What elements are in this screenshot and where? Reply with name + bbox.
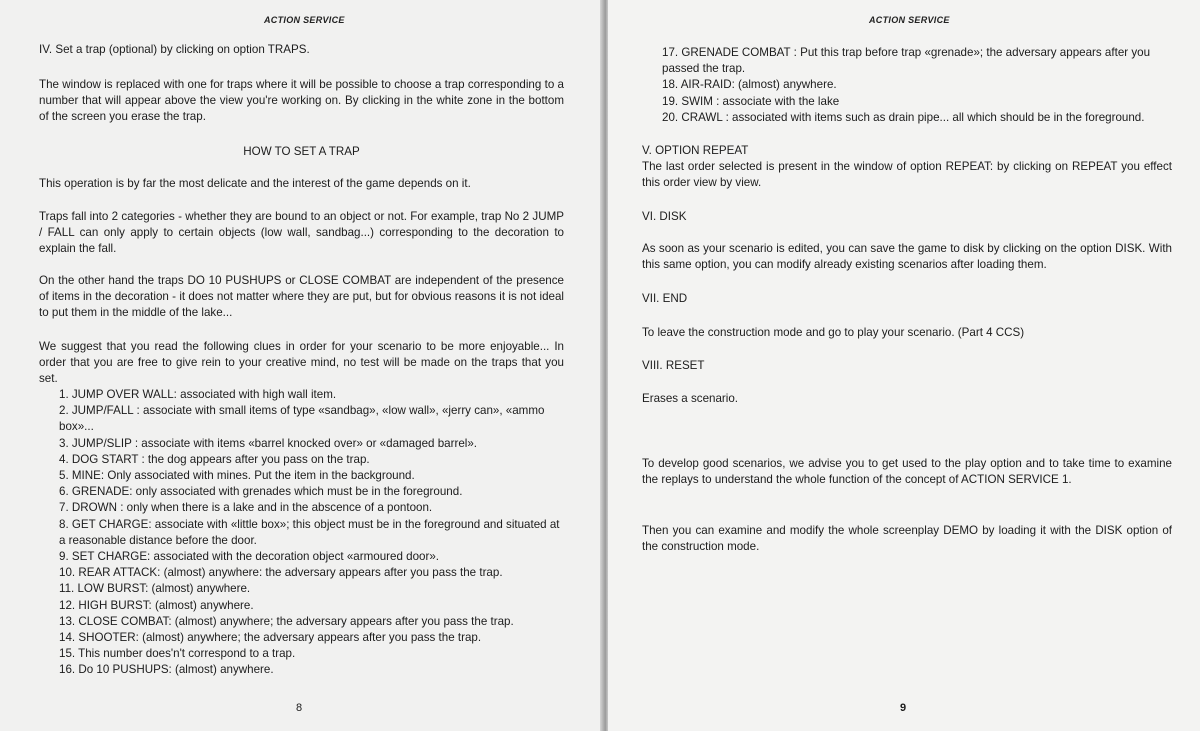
trap-item-17: 17. GRENADE COMBAT : Put this trap before trap «grenade»; the adversary appears after you passed the trap.: [662, 46, 1151, 76]
section-vi-heading: VI. DISK: [642, 210, 687, 223]
trap-item-20: 20. CRAWL : associated with items such as drain pipe... all which should be in the foreground.: [662, 110, 1145, 124]
trap-item-7: 7. DROWN : only when there is a lake and in the abscence of a pontoon.: [59, 501, 433, 515]
trap-item-13: 13. CLOSE COMBAT: (almost) anywhere; the adversary appears after you pass the trap.: [59, 614, 514, 628]
section-v-heading: V. OPTION REPEAT: [642, 144, 749, 157]
page-header: ACTION SERVICE: [869, 15, 950, 25]
independent-traps-paragraph: On the other hand the traps DO 10 PUSHUPS or CLOSE COMBAT are independent of the presence of items in the decoration - it does not matter where they are put, but for obvious reasons it is not ideal to put them in the middle of the lake...: [39, 274, 564, 320]
trap-item-6: 6. GRENADE: only associated with grenades which must be in the foreground.: [59, 485, 463, 499]
section-viii-text: Erases a scenario.: [642, 392, 739, 405]
page-number: 8: [296, 702, 303, 714]
trap-item-10: 10. REAR ATTACK: (almost) anywhere: the adversary appears after you pass the trap.: [59, 566, 503, 580]
clues-paragraph: We suggest that you read the following clues in order for your scenario to be more enjoyable... In order that you are free to give rein to your creative mind, no test will be made on the traps that you set.: [39, 340, 564, 386]
trap-item-16: 16. Do 10 PUSHUPS: (almost) anywhere.: [59, 663, 274, 677]
page-number: 9: [900, 702, 907, 714]
trap-item-19: 19. SWIM : associate with the lake: [662, 94, 840, 108]
develop-scenarios-paragraph: To develop good scenarios, we advise you to get used to the play option and to take time to examine the replays to understand the whole function of the concept of ACTION SERVICE 1.: [642, 457, 1172, 487]
trap-item-14: 14. SHOOTER: (almost) anywhere; the adversary appears after you pass the trap.: [59, 631, 482, 645]
trap-item-18: 18. AIR-RAID: (almost) anywhere.: [662, 78, 837, 92]
delicate-operation-paragraph: This operation is by far the most delicate and the interest of the game depends on it.: [39, 177, 471, 190]
trap-item-5: 5. MINE: Only associated with mines. Put the item in the background.: [59, 469, 415, 483]
section-vii-text: To leave the construction mode and go to play your scenario. (Part 4 CCS): [642, 326, 1025, 339]
trap-item-3: 3. JUMP/SLIP : associate with items «barrel knocked over» or «damaged barrel».: [59, 436, 478, 450]
trap-item-8: 8. GET CHARGE: associate with «little box»; this object must be in the foreground and situated at a reasonable distance before the door.: [59, 517, 560, 547]
section-iv-heading: IV. Set a trap (optional) by clicking on option TRAPS.: [39, 43, 310, 56]
how-to-set-trap-heading: HOW TO SET A TRAP: [243, 145, 360, 158]
section-vii-heading: VII. END: [642, 292, 688, 305]
section-viii-heading: VIII. RESET: [642, 359, 705, 372]
section-v-text: The last order selected is present in the window of option REPEAT: by clicking on REPEAT you effect this order view by view.: [642, 160, 1172, 190]
trap-item-11: 11. LOW BURST: (almost) anywhere.: [59, 582, 251, 596]
trap-item-15: 15. This number does'n't correspond to a trap.: [59, 647, 296, 661]
trap-categories-paragraph: Traps fall into 2 categories - whether they are bound to an object or not. For example, trap No 2 JUMP / FALL can only apply to certain objects (low wall, sandbag...) corresponding to the decoration to explain the fall.: [39, 210, 564, 256]
trap-item-9: 9. SET CHARGE: associated with the decoration object «armoured door».: [59, 550, 440, 564]
demo-paragraph: Then you can examine and modify the whole screenplay DEMO by loading it with the DISK option of the construction mode.: [642, 524, 1172, 554]
trap-list-continued: [642, 45, 1172, 126]
trap-item-4: 4. DOG START : the dog appears after you pass on the trap.: [59, 452, 370, 466]
page-header: ACTION SERVICE: [264, 15, 345, 25]
traps-window-paragraph: The window is replaced with one for traps where it will be possible to choose a trap corresponding to a number that will appear above the view you're working on. By clicking in the white zone in the bottom of the screen you erase the trap.: [39, 78, 564, 124]
section-vi-text: As soon as your scenario is edited, you can save the game to disk by clicking on the option DISK. With this same option, you can modify already existing scenarios after loading them.: [642, 242, 1172, 272]
trap-item-12: 12. HIGH BURST: (almost) anywhere.: [59, 598, 254, 612]
trap-item-2: 2. JUMP/FALL : associate with small items of type «sandbag», «low wall», «jerry can», «ammo box»...: [59, 404, 545, 434]
right-page: [608, 0, 1200, 731]
trap-item-1: 1. JUMP OVER WALL: associated with high wall item.: [59, 388, 337, 401]
trap-list: [39, 387, 564, 679]
